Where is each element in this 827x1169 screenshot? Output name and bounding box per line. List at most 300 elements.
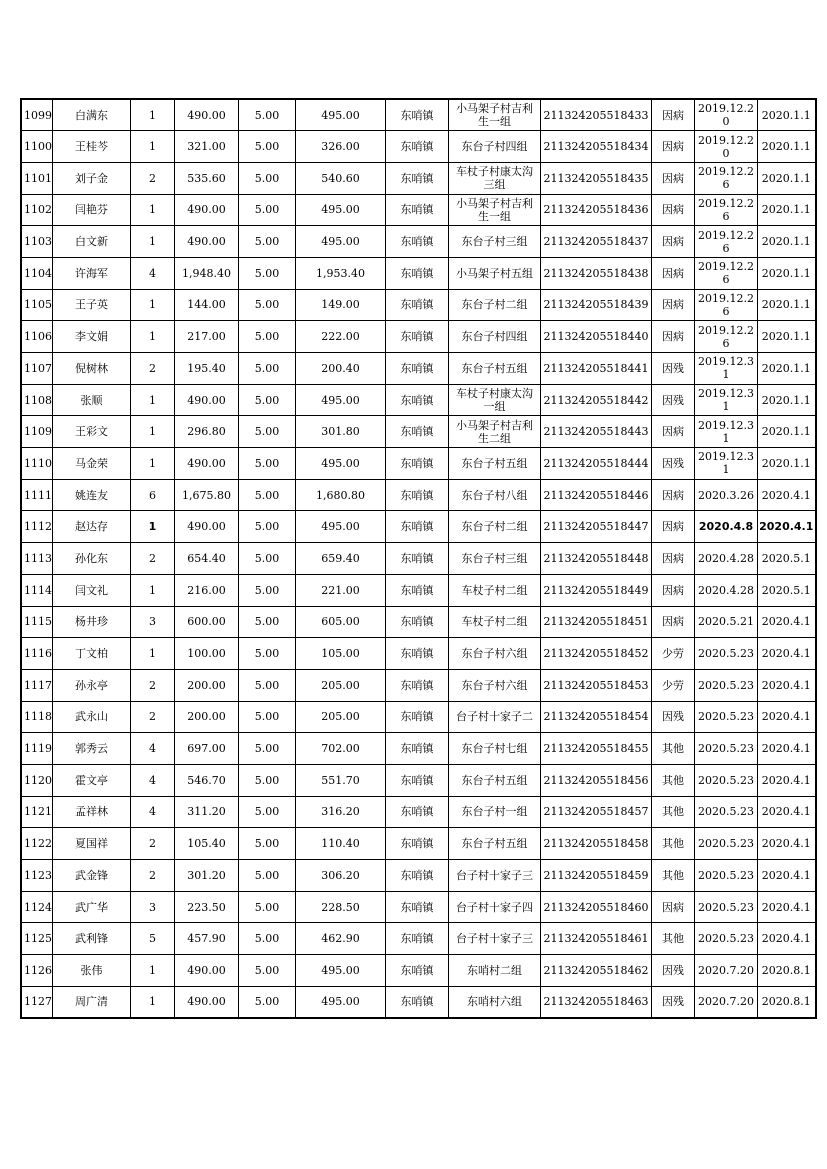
approval-date-cell: 2019.12.26 bbox=[695, 321, 758, 353]
approval-date-cell: 2020.5.23 bbox=[695, 701, 758, 733]
record-number-cell: 1107 bbox=[21, 353, 53, 385]
approval-date-cell: 2020.3.26 bbox=[695, 479, 758, 511]
id-code-cell: 211324205518454 bbox=[541, 701, 652, 733]
name-cell: 白文新 bbox=[53, 226, 131, 258]
village-cell: 东台子村五组 bbox=[449, 828, 541, 860]
household-size-cell: 4 bbox=[131, 733, 175, 765]
table-row bbox=[21, 226, 816, 258]
name-cell: 王桂芩 bbox=[53, 131, 131, 163]
record-number-cell: 1120 bbox=[21, 764, 53, 796]
approval-date-cell: 2020.7.20 bbox=[695, 986, 758, 1018]
start-date-cell: 2020.4.1 bbox=[758, 669, 816, 701]
town-cell: 东哨镇 bbox=[386, 226, 449, 258]
supplement-cell: 5.00 bbox=[239, 638, 296, 670]
table-row bbox=[21, 131, 816, 163]
name-cell: 张顺 bbox=[53, 384, 131, 416]
village-cell: 东台子村四组 bbox=[449, 321, 541, 353]
amount-cell: 600.00 bbox=[175, 606, 239, 638]
town-cell: 东哨镇 bbox=[386, 828, 449, 860]
record-number-cell: 1119 bbox=[21, 733, 53, 765]
id-code-cell: 211324205518439 bbox=[541, 289, 652, 321]
record-number-cell: 1109 bbox=[21, 416, 53, 448]
village-cell: 小马架子村吉利生一组 bbox=[449, 194, 541, 226]
table-row bbox=[21, 257, 816, 289]
supplement-cell: 5.00 bbox=[239, 543, 296, 575]
total-cell: 540.60 bbox=[296, 162, 386, 194]
table-row bbox=[21, 764, 816, 796]
reason-cell: 因病 bbox=[652, 289, 695, 321]
id-code-cell: 211324205518440 bbox=[541, 321, 652, 353]
town-cell: 东哨镇 bbox=[386, 131, 449, 163]
supplement-cell: 5.00 bbox=[239, 131, 296, 163]
town-cell: 东哨镇 bbox=[386, 543, 449, 575]
reason-cell: 其他 bbox=[652, 733, 695, 765]
name-cell: 杨井珍 bbox=[53, 606, 131, 638]
town-cell: 东哨镇 bbox=[386, 764, 449, 796]
record-number-cell: 1126 bbox=[21, 955, 53, 987]
total-cell: 462.90 bbox=[296, 923, 386, 955]
table-row bbox=[21, 860, 816, 892]
amount-cell: 296.80 bbox=[175, 416, 239, 448]
id-code-cell: 211324205518442 bbox=[541, 384, 652, 416]
total-cell: 301.80 bbox=[296, 416, 386, 448]
town-cell: 东哨镇 bbox=[386, 733, 449, 765]
village-cell: 东台子村三组 bbox=[449, 543, 541, 575]
village-cell: 车杖子村二组 bbox=[449, 574, 541, 606]
id-code-cell: 211324205518451 bbox=[541, 606, 652, 638]
approval-date-cell: 2019.12.31 bbox=[695, 416, 758, 448]
town-cell: 东哨镇 bbox=[386, 511, 449, 543]
reason-cell: 因残 bbox=[652, 353, 695, 385]
name-cell: 赵达存 bbox=[53, 511, 131, 543]
town-cell: 东哨镇 bbox=[386, 986, 449, 1018]
household-size-cell: 1 bbox=[131, 511, 175, 543]
household-size-cell: 4 bbox=[131, 764, 175, 796]
record-number-cell: 1117 bbox=[21, 669, 53, 701]
village-cell: 台子村十家子四 bbox=[449, 891, 541, 923]
name-cell: 武利锋 bbox=[53, 923, 131, 955]
supplement-cell: 5.00 bbox=[239, 669, 296, 701]
amount-cell: 654.40 bbox=[175, 543, 239, 575]
total-cell: 495.00 bbox=[296, 955, 386, 987]
id-code-cell: 211324205518462 bbox=[541, 955, 652, 987]
table-row bbox=[21, 923, 816, 955]
name-cell: 孙永亭 bbox=[53, 669, 131, 701]
village-cell: 车杖子村康太沟一组 bbox=[449, 384, 541, 416]
record-number-cell: 1115 bbox=[21, 606, 53, 638]
household-size-cell: 3 bbox=[131, 606, 175, 638]
record-number-cell: 1121 bbox=[21, 796, 53, 828]
amount-cell: 490.00 bbox=[175, 384, 239, 416]
total-cell: 495.00 bbox=[296, 99, 386, 131]
village-cell: 东台子村七组 bbox=[449, 733, 541, 765]
village-cell: 车杖子村康太沟三组 bbox=[449, 162, 541, 194]
id-code-cell: 211324205518441 bbox=[541, 353, 652, 385]
household-size-cell: 4 bbox=[131, 257, 175, 289]
amount-cell: 535.60 bbox=[175, 162, 239, 194]
record-number-cell: 1123 bbox=[21, 860, 53, 892]
village-cell: 东哨村二组 bbox=[449, 955, 541, 987]
supplement-cell: 5.00 bbox=[239, 923, 296, 955]
amount-cell: 1,948.40 bbox=[175, 257, 239, 289]
town-cell: 东哨镇 bbox=[386, 923, 449, 955]
record-number-cell: 1102 bbox=[21, 194, 53, 226]
village-cell: 东台子村二组 bbox=[449, 511, 541, 543]
village-cell: 东台子村三组 bbox=[449, 226, 541, 258]
name-cell: 马金荣 bbox=[53, 448, 131, 480]
table-row bbox=[21, 669, 816, 701]
total-cell: 551.70 bbox=[296, 764, 386, 796]
name-cell: 倪树林 bbox=[53, 353, 131, 385]
id-code-cell: 211324205518453 bbox=[541, 669, 652, 701]
total-cell: 205.00 bbox=[296, 669, 386, 701]
household-size-cell: 2 bbox=[131, 162, 175, 194]
approval-date-cell: 2019.12.26 bbox=[695, 289, 758, 321]
table-row bbox=[21, 162, 816, 194]
name-cell: 孟祥林 bbox=[53, 796, 131, 828]
reason-cell: 因病 bbox=[652, 479, 695, 511]
supplement-cell: 5.00 bbox=[239, 162, 296, 194]
name-cell: 武广华 bbox=[53, 891, 131, 923]
start-date-cell: 2020.1.1 bbox=[758, 194, 816, 226]
village-cell: 车杖子村二组 bbox=[449, 606, 541, 638]
table-row bbox=[21, 99, 816, 131]
total-cell: 702.00 bbox=[296, 733, 386, 765]
approval-date-cell: 2019.12.26 bbox=[695, 162, 758, 194]
town-cell: 东哨镇 bbox=[386, 289, 449, 321]
name-cell: 霍文亭 bbox=[53, 764, 131, 796]
record-number-cell: 1124 bbox=[21, 891, 53, 923]
id-code-cell: 211324205518448 bbox=[541, 543, 652, 575]
id-code-cell: 211324205518438 bbox=[541, 257, 652, 289]
start-date-cell: 2020.4.1 bbox=[758, 479, 816, 511]
name-cell: 武金锋 bbox=[53, 860, 131, 892]
table-row bbox=[21, 955, 816, 987]
town-cell: 东哨镇 bbox=[386, 162, 449, 194]
table-row bbox=[21, 986, 816, 1018]
approval-date-cell: 2020.5.23 bbox=[695, 860, 758, 892]
total-cell: 222.00 bbox=[296, 321, 386, 353]
approval-date-cell: 2020.5.23 bbox=[695, 828, 758, 860]
supplement-cell: 5.00 bbox=[239, 701, 296, 733]
table-row bbox=[21, 606, 816, 638]
amount-cell: 216.00 bbox=[175, 574, 239, 606]
household-size-cell: 1 bbox=[131, 416, 175, 448]
household-size-cell: 1 bbox=[131, 574, 175, 606]
record-number-cell: 1118 bbox=[21, 701, 53, 733]
amount-cell: 200.00 bbox=[175, 669, 239, 701]
village-cell: 东哨村六组 bbox=[449, 986, 541, 1018]
table-row bbox=[21, 416, 816, 448]
household-size-cell: 1 bbox=[131, 289, 175, 321]
table-row bbox=[21, 289, 816, 321]
total-cell: 221.00 bbox=[296, 574, 386, 606]
town-cell: 东哨镇 bbox=[386, 99, 449, 131]
table-row bbox=[21, 733, 816, 765]
total-cell: 495.00 bbox=[296, 986, 386, 1018]
table-row bbox=[21, 574, 816, 606]
total-cell: 495.00 bbox=[296, 226, 386, 258]
reason-cell: 其他 bbox=[652, 796, 695, 828]
supplement-cell: 5.00 bbox=[239, 828, 296, 860]
record-number-cell: 1099 bbox=[21, 99, 53, 131]
reason-cell: 其他 bbox=[652, 923, 695, 955]
start-date-cell: 2020.1.1 bbox=[758, 162, 816, 194]
approval-date-cell: 2020.5.23 bbox=[695, 669, 758, 701]
table-row bbox=[21, 701, 816, 733]
reason-cell: 少劳 bbox=[652, 638, 695, 670]
reason-cell: 少劳 bbox=[652, 669, 695, 701]
total-cell: 306.20 bbox=[296, 860, 386, 892]
record-number-cell: 1100 bbox=[21, 131, 53, 163]
start-date-cell: 2020.1.1 bbox=[758, 99, 816, 131]
id-code-cell: 211324205518444 bbox=[541, 448, 652, 480]
id-code-cell: 211324205518459 bbox=[541, 860, 652, 892]
household-size-cell: 2 bbox=[131, 828, 175, 860]
start-date-cell: 2020.5.1 bbox=[758, 574, 816, 606]
town-cell: 东哨镇 bbox=[386, 796, 449, 828]
name-cell: 武永山 bbox=[53, 701, 131, 733]
start-date-cell: 2020.4.1 bbox=[758, 701, 816, 733]
supplement-cell: 5.00 bbox=[239, 384, 296, 416]
amount-cell: 490.00 bbox=[175, 986, 239, 1018]
id-code-cell: 211324205518449 bbox=[541, 574, 652, 606]
start-date-cell: 2020.1.1 bbox=[758, 353, 816, 385]
start-date-cell: 2020.1.1 bbox=[758, 448, 816, 480]
approval-date-cell: 2020.4.28 bbox=[695, 574, 758, 606]
supplement-cell: 5.00 bbox=[239, 226, 296, 258]
reason-cell: 因残 bbox=[652, 384, 695, 416]
household-size-cell: 1 bbox=[131, 194, 175, 226]
supplement-cell: 5.00 bbox=[239, 986, 296, 1018]
start-date-cell: 2020.4.1 bbox=[758, 511, 816, 543]
approval-date-cell: 2019.12.26 bbox=[695, 194, 758, 226]
total-cell: 205.00 bbox=[296, 701, 386, 733]
approval-date-cell: 2020.5.23 bbox=[695, 923, 758, 955]
record-number-cell: 1101 bbox=[21, 162, 53, 194]
reason-cell: 因病 bbox=[652, 891, 695, 923]
records-table-body bbox=[21, 99, 816, 1018]
id-code-cell: 211324205518436 bbox=[541, 194, 652, 226]
village-cell: 东台子村一组 bbox=[449, 796, 541, 828]
village-cell: 东台子村六组 bbox=[449, 638, 541, 670]
household-size-cell: 2 bbox=[131, 353, 175, 385]
household-size-cell: 1 bbox=[131, 131, 175, 163]
start-date-cell: 2020.4.1 bbox=[758, 606, 816, 638]
amount-cell: 490.00 bbox=[175, 194, 239, 226]
household-size-cell: 1 bbox=[131, 955, 175, 987]
approval-date-cell: 2019.12.31 bbox=[695, 353, 758, 385]
table-row bbox=[21, 638, 816, 670]
record-number-cell: 1110 bbox=[21, 448, 53, 480]
total-cell: 495.00 bbox=[296, 448, 386, 480]
village-cell: 小马架子村五组 bbox=[449, 257, 541, 289]
supplement-cell: 5.00 bbox=[239, 860, 296, 892]
table-row bbox=[21, 511, 816, 543]
name-cell: 许海军 bbox=[53, 257, 131, 289]
start-date-cell: 2020.1.1 bbox=[758, 416, 816, 448]
name-cell: 周广清 bbox=[53, 986, 131, 1018]
approval-date-cell: 2019.12.26 bbox=[695, 257, 758, 289]
start-date-cell: 2020.5.1 bbox=[758, 543, 816, 575]
supplement-cell: 5.00 bbox=[239, 733, 296, 765]
start-date-cell: 2020.4.1 bbox=[758, 860, 816, 892]
amount-cell: 100.00 bbox=[175, 638, 239, 670]
supplement-cell: 5.00 bbox=[239, 955, 296, 987]
town-cell: 东哨镇 bbox=[386, 257, 449, 289]
town-cell: 东哨镇 bbox=[386, 321, 449, 353]
town-cell: 东哨镇 bbox=[386, 448, 449, 480]
total-cell: 200.40 bbox=[296, 353, 386, 385]
id-code-cell: 211324205518456 bbox=[541, 764, 652, 796]
amount-cell: 457.90 bbox=[175, 923, 239, 955]
town-cell: 东哨镇 bbox=[386, 669, 449, 701]
start-date-cell: 2020.4.1 bbox=[758, 764, 816, 796]
id-code-cell: 211324205518447 bbox=[541, 511, 652, 543]
start-date-cell: 2020.4.1 bbox=[758, 828, 816, 860]
start-date-cell: 2020.8.1 bbox=[758, 955, 816, 987]
id-code-cell: 211324205518435 bbox=[541, 162, 652, 194]
household-size-cell: 2 bbox=[131, 543, 175, 575]
total-cell: 495.00 bbox=[296, 384, 386, 416]
record-number-cell: 1108 bbox=[21, 384, 53, 416]
supplement-cell: 5.00 bbox=[239, 321, 296, 353]
id-code-cell: 211324205518433 bbox=[541, 99, 652, 131]
amount-cell: 223.50 bbox=[175, 891, 239, 923]
village-cell: 东台子村六组 bbox=[449, 669, 541, 701]
start-date-cell: 2020.4.1 bbox=[758, 891, 816, 923]
supplement-cell: 5.00 bbox=[239, 574, 296, 606]
name-cell: 王子英 bbox=[53, 289, 131, 321]
amount-cell: 200.00 bbox=[175, 701, 239, 733]
id-code-cell: 211324205518457 bbox=[541, 796, 652, 828]
table-row bbox=[21, 384, 816, 416]
id-code-cell: 211324205518460 bbox=[541, 891, 652, 923]
name-cell: 刘子金 bbox=[53, 162, 131, 194]
village-cell: 东台子村五组 bbox=[449, 764, 541, 796]
household-size-cell: 1 bbox=[131, 986, 175, 1018]
name-cell: 李文娟 bbox=[53, 321, 131, 353]
amount-cell: 490.00 bbox=[175, 448, 239, 480]
record-number-cell: 1116 bbox=[21, 638, 53, 670]
household-size-cell: 6 bbox=[131, 479, 175, 511]
record-number-cell: 1113 bbox=[21, 543, 53, 575]
town-cell: 东哨镇 bbox=[386, 194, 449, 226]
id-code-cell: 211324205518463 bbox=[541, 986, 652, 1018]
record-number-cell: 1114 bbox=[21, 574, 53, 606]
start-date-cell: 2020.1.1 bbox=[758, 226, 816, 258]
approval-date-cell: 2019.12.20 bbox=[695, 131, 758, 163]
reason-cell: 因病 bbox=[652, 257, 695, 289]
village-cell: 台子村十家子二 bbox=[449, 701, 541, 733]
approval-date-cell: 2020.4.28 bbox=[695, 543, 758, 575]
amount-cell: 490.00 bbox=[175, 511, 239, 543]
reason-cell: 因病 bbox=[652, 416, 695, 448]
name-cell: 张伟 bbox=[53, 955, 131, 987]
amount-cell: 105.40 bbox=[175, 828, 239, 860]
approval-date-cell: 2020.5.23 bbox=[695, 733, 758, 765]
start-date-cell: 2020.1.1 bbox=[758, 257, 816, 289]
household-size-cell: 1 bbox=[131, 638, 175, 670]
record-number-cell: 1122 bbox=[21, 828, 53, 860]
total-cell: 228.50 bbox=[296, 891, 386, 923]
reason-cell: 因病 bbox=[652, 574, 695, 606]
village-cell: 台子村十家子三 bbox=[449, 923, 541, 955]
approval-date-cell: 2020.5.23 bbox=[695, 891, 758, 923]
reason-cell: 因病 bbox=[652, 511, 695, 543]
approval-date-cell: 2019.12.20 bbox=[695, 99, 758, 131]
amount-cell: 490.00 bbox=[175, 226, 239, 258]
town-cell: 东哨镇 bbox=[386, 701, 449, 733]
amount-cell: 546.70 bbox=[175, 764, 239, 796]
reason-cell: 因残 bbox=[652, 955, 695, 987]
table-row bbox=[21, 194, 816, 226]
reason-cell: 因病 bbox=[652, 543, 695, 575]
household-size-cell: 1 bbox=[131, 448, 175, 480]
town-cell: 东哨镇 bbox=[386, 891, 449, 923]
record-number-cell: 1111 bbox=[21, 479, 53, 511]
approval-date-cell: 2020.5.21 bbox=[695, 606, 758, 638]
total-cell: 1,953.40 bbox=[296, 257, 386, 289]
reason-cell: 因病 bbox=[652, 131, 695, 163]
supplement-cell: 5.00 bbox=[239, 99, 296, 131]
start-date-cell: 2020.8.1 bbox=[758, 986, 816, 1018]
record-number-cell: 1106 bbox=[21, 321, 53, 353]
village-cell: 东台子村二组 bbox=[449, 289, 541, 321]
total-cell: 326.00 bbox=[296, 131, 386, 163]
start-date-cell: 2020.1.1 bbox=[758, 384, 816, 416]
reason-cell: 其他 bbox=[652, 764, 695, 796]
village-cell: 东台子村五组 bbox=[449, 448, 541, 480]
table-row bbox=[21, 828, 816, 860]
household-size-cell: 3 bbox=[131, 891, 175, 923]
approval-date-cell: 2020.5.23 bbox=[695, 638, 758, 670]
name-cell: 姚连友 bbox=[53, 479, 131, 511]
reason-cell: 因残 bbox=[652, 986, 695, 1018]
name-cell: 闫文礼 bbox=[53, 574, 131, 606]
amount-cell: 490.00 bbox=[175, 955, 239, 987]
village-cell: 东台子村五组 bbox=[449, 353, 541, 385]
table-row bbox=[21, 479, 816, 511]
id-code-cell: 211324205518452 bbox=[541, 638, 652, 670]
total-cell: 495.00 bbox=[296, 194, 386, 226]
table-row bbox=[21, 448, 816, 480]
supplement-cell: 5.00 bbox=[239, 257, 296, 289]
total-cell: 149.00 bbox=[296, 289, 386, 321]
id-code-cell: 211324205518437 bbox=[541, 226, 652, 258]
reason-cell: 因病 bbox=[652, 99, 695, 131]
amount-cell: 195.40 bbox=[175, 353, 239, 385]
town-cell: 东哨镇 bbox=[386, 479, 449, 511]
reason-cell: 其他 bbox=[652, 860, 695, 892]
reason-cell: 因病 bbox=[652, 162, 695, 194]
town-cell: 东哨镇 bbox=[386, 384, 449, 416]
approval-date-cell: 2019.12.31 bbox=[695, 448, 758, 480]
records-table bbox=[20, 98, 817, 1019]
total-cell: 659.40 bbox=[296, 543, 386, 575]
approval-date-cell: 2020.5.23 bbox=[695, 764, 758, 796]
supplement-cell: 5.00 bbox=[239, 194, 296, 226]
reason-cell: 因残 bbox=[652, 448, 695, 480]
amount-cell: 311.20 bbox=[175, 796, 239, 828]
amount-cell: 697.00 bbox=[175, 733, 239, 765]
record-number-cell: 1112 bbox=[21, 511, 53, 543]
name-cell: 王彩文 bbox=[53, 416, 131, 448]
start-date-cell: 2020.1.1 bbox=[758, 289, 816, 321]
table-row bbox=[21, 543, 816, 575]
reason-cell: 因病 bbox=[652, 606, 695, 638]
record-number-cell: 1125 bbox=[21, 923, 53, 955]
